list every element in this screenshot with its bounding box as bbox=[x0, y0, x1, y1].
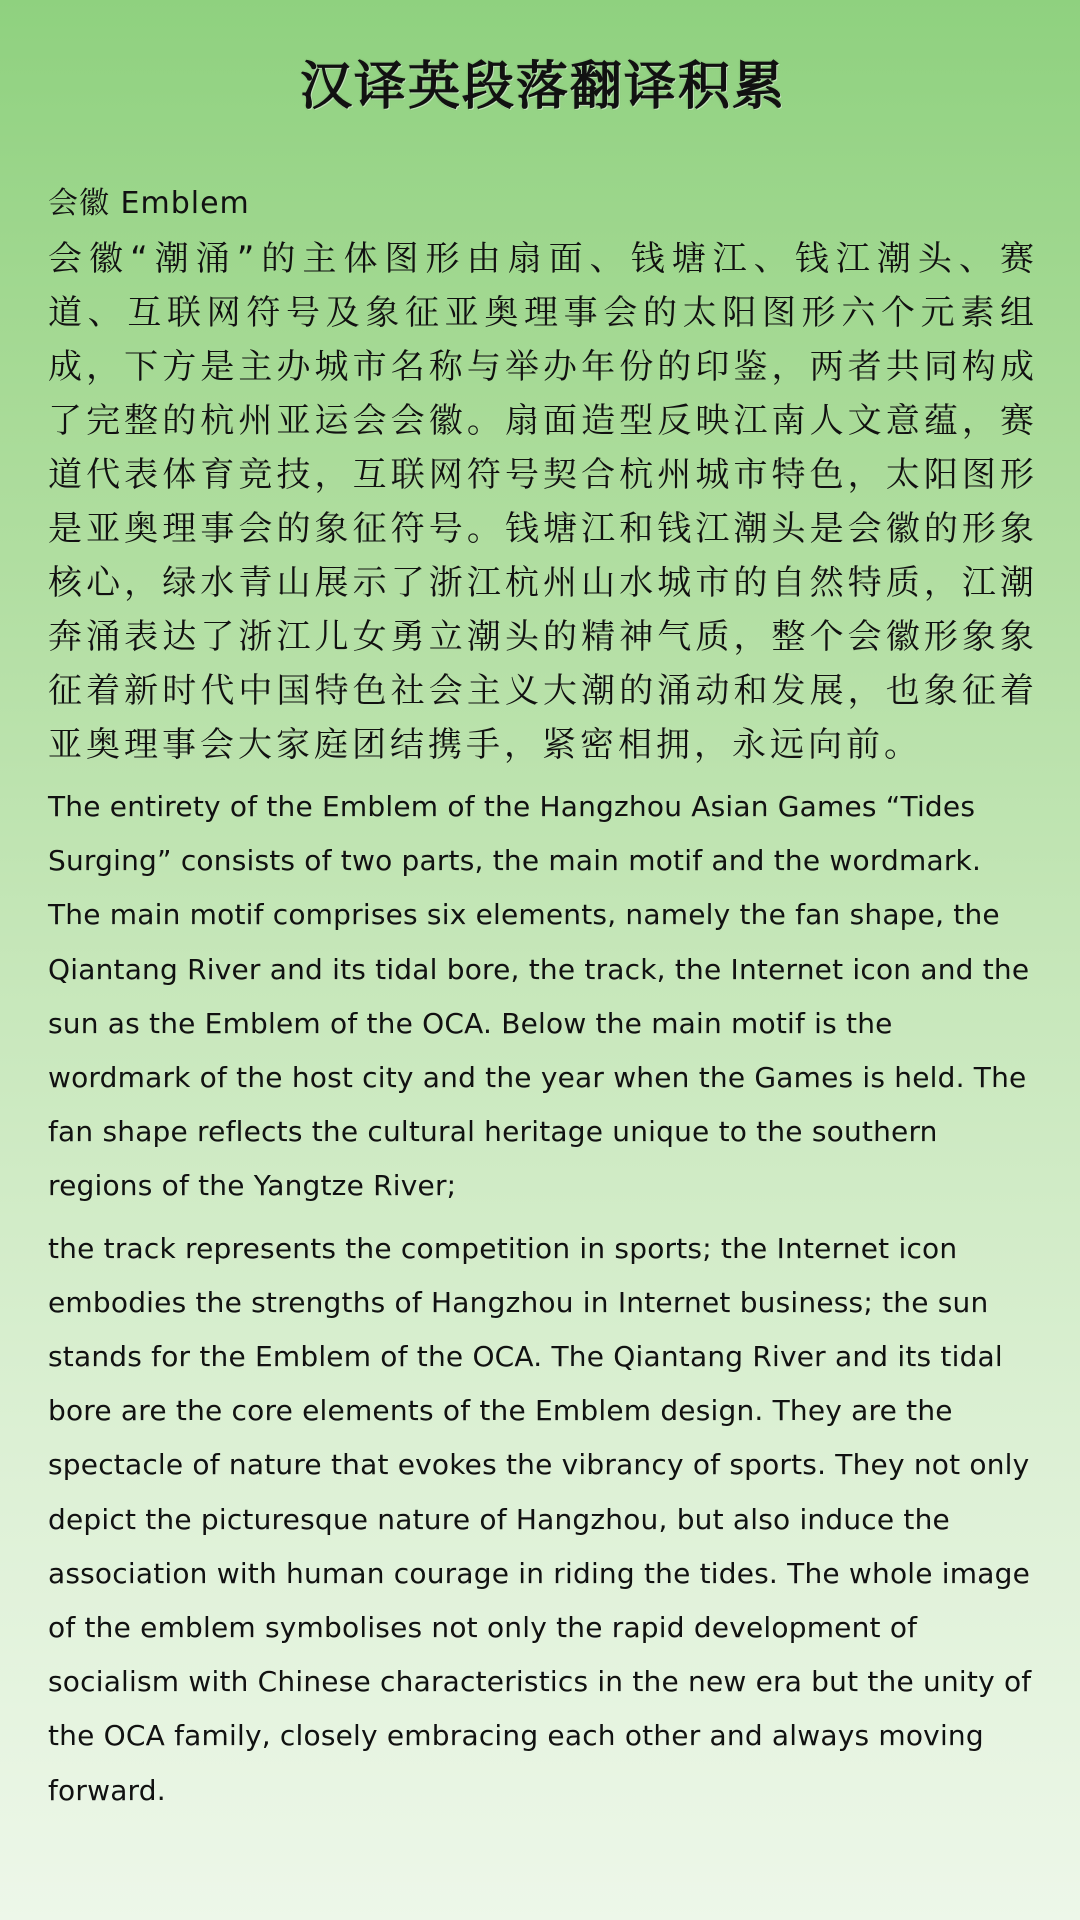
page-title: 汉译英段落翻译积累 bbox=[299, 57, 786, 117]
emblem-section bbox=[48, 184, 1038, 1818]
chinese-paragraph: 会徽“潮涌”的主体图形由扇面、钱塘江、钱江潮头、赛道、互联网符号及象征亚奥理事会的太阳图形六个元素组成，下方是主办城市名称与举办年份的印鉴，两者共同构成了完整的杭州亚运会会徽。扇面造型反映江南人文意蕴，赛道代表体育竞技，互联网符号契合杭州城市特色，太阳图形是亚奥理事会的象征符号。钱塘江和钱江潮头是会徽的形象核心，绿水青山展示了浙江杭州山水城市的自然特质，江潮奔涌表达了浙江儿女勇立潮头的精神气质，整个会徽形象象征着新时代中国特色社会主义大潮的涌动和发展，也象征着亚奥理事会大家庭团结携手，紧密相拥，永远向前。 bbox=[48, 239, 1038, 765]
english-paragraph-2: the track represents the competition in sports; the Internet icon embodies the strengths of Hangzhou in Internet business; the sun stands for the Emblem of the OCA. The Qiantang River and its tidal bore are the core elements of the Emblem design. They are the spectacle of nature that evokes the vibrancy of sports. They not only depict the picturesque nature of Hangzhou, but also induce the association with human courage in riding the tides. The whole image of the emblem symbolises not only the rapid development of socialism with Chinese characteristics in the new era but the unity of the OCA family, closely embracing each other and always moving forward. bbox=[48, 1231, 1032, 1807]
english-paragraph-1: The entirety of the Emblem of the Hangzhou Asian Games “Tides Surging” consists of two parts, the main motif and the wordmark. The main motif comprises six elements, namely the fan shape, the Qiantang River and its tidal bore, the track, the Internet icon and the sun as the Emblem of the OCA. Below the main motif is the wordmark of the host city and the year when the Games is held. The fan shape reflects the cultural heritage unique to the southern regions of the Yangtze River; bbox=[48, 790, 1030, 1203]
section-heading: 会徽 Emblem bbox=[48, 186, 250, 221]
